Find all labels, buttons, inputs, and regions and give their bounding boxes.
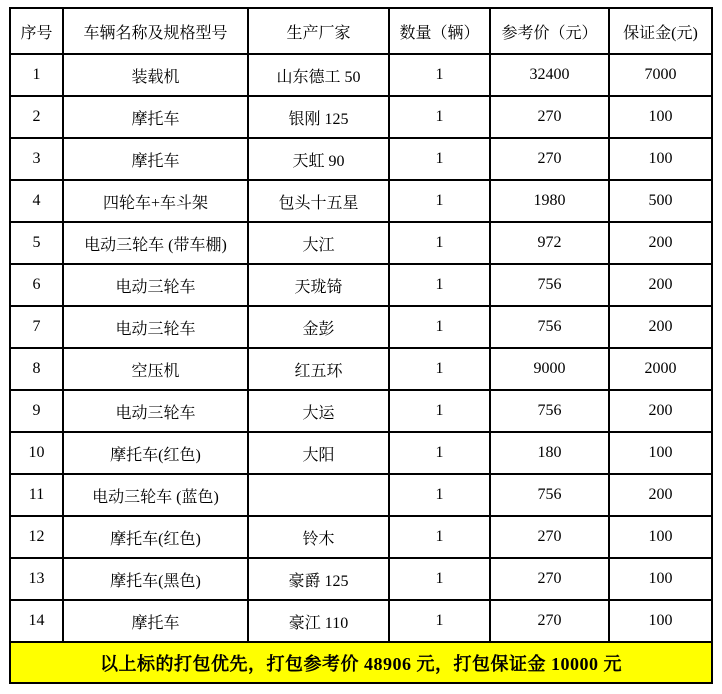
cell-deposit: 100: [609, 558, 712, 600]
cell-manufacturer: 豪爵 125: [248, 558, 389, 600]
cell-index: 10: [10, 432, 63, 474]
header-row: [10, 8, 712, 54]
table-row: [10, 516, 712, 558]
cell-ref-price: 32400: [490, 54, 609, 96]
table-row: [10, 558, 712, 600]
cell-index: 7: [10, 306, 63, 348]
cell-deposit: 7000: [609, 54, 712, 96]
cell-vehicle-name: 电动三轮车: [63, 264, 248, 306]
cell-quantity: 1: [389, 180, 490, 222]
table-row: [10, 264, 712, 306]
cell-quantity: 1: [389, 138, 490, 180]
table-row: [10, 600, 712, 642]
table-row: [10, 180, 712, 222]
cell-manufacturer: 天虹 90: [248, 138, 389, 180]
cell-deposit: 200: [609, 306, 712, 348]
cell-deposit: 200: [609, 474, 712, 516]
cell-vehicle-name: 摩托车: [63, 96, 248, 138]
cell-quantity: 1: [389, 516, 490, 558]
cell-index: 1: [10, 54, 63, 96]
cell-quantity: 1: [389, 390, 490, 432]
cell-quantity: 1: [389, 348, 490, 390]
cell-deposit: 500: [609, 180, 712, 222]
cell-quantity: 1: [389, 54, 490, 96]
table-row: [10, 390, 712, 432]
cell-manufacturer: 大运: [248, 390, 389, 432]
cell-deposit: 100: [609, 432, 712, 474]
cell-index: 3: [10, 138, 63, 180]
cell-quantity: 1: [389, 432, 490, 474]
cell-ref-price: 972: [490, 222, 609, 264]
cell-manufacturer: 天珑锜: [248, 264, 389, 306]
cell-deposit: 200: [609, 264, 712, 306]
cell-manufacturer: 金彭: [248, 306, 389, 348]
table-row: [10, 348, 712, 390]
col-header-deposit: 保证金(元): [609, 8, 712, 54]
table-row: [10, 54, 712, 96]
cell-quantity: 1: [389, 222, 490, 264]
cell-quantity: 1: [389, 558, 490, 600]
cell-deposit: 100: [609, 96, 712, 138]
cell-manufacturer: 红五环: [248, 348, 389, 390]
cell-quantity: 1: [389, 306, 490, 348]
col-header-manufacturer: 生产厂家: [248, 8, 389, 54]
cell-ref-price: 756: [490, 390, 609, 432]
cell-index: 5: [10, 222, 63, 264]
cell-quantity: 1: [389, 600, 490, 642]
cell-index: 6: [10, 264, 63, 306]
cell-ref-price: 270: [490, 96, 609, 138]
table-row: [10, 306, 712, 348]
cell-vehicle-name: 摩托车: [63, 600, 248, 642]
table-row: [10, 222, 712, 264]
cell-vehicle-name: 电动三轮车 (带车棚): [63, 222, 248, 264]
package-note: 以上标的打包优先，打包参考价 48906 元，打包保证金 10000 元: [10, 642, 712, 683]
cell-ref-price: 756: [490, 264, 609, 306]
cell-index: 2: [10, 96, 63, 138]
cell-ref-price: 9000: [490, 348, 609, 390]
cell-manufacturer: 铃木: [248, 516, 389, 558]
cell-manufacturer: 山东德工 50: [248, 54, 389, 96]
cell-ref-price: 270: [490, 138, 609, 180]
cell-index: 4: [10, 180, 63, 222]
table-row: [10, 138, 712, 180]
table-row: [10, 96, 712, 138]
cell-index: 13: [10, 558, 63, 600]
cell-vehicle-name: 摩托车: [63, 138, 248, 180]
cell-vehicle-name: 四轮车+车斗架: [63, 180, 248, 222]
col-header-ref-price: 参考价（元）: [490, 8, 609, 54]
cell-manufacturer: [248, 474, 389, 516]
cell-vehicle-name: 摩托车(黑色): [63, 558, 248, 600]
cell-deposit: 100: [609, 600, 712, 642]
cell-deposit: 100: [609, 516, 712, 558]
package-note-row: [10, 642, 712, 683]
cell-deposit: 2000: [609, 348, 712, 390]
cell-index: 12: [10, 516, 63, 558]
col-header-vehicle-name: 车辆名称及规格型号: [63, 8, 248, 54]
cell-index: 8: [10, 348, 63, 390]
cell-vehicle-name: 电动三轮车: [63, 306, 248, 348]
col-header-index: 序号: [10, 8, 63, 54]
cell-deposit: 200: [609, 222, 712, 264]
cell-index: 11: [10, 474, 63, 516]
cell-vehicle-name: 电动三轮车 (蓝色): [63, 474, 248, 516]
cell-vehicle-name: 装载机: [63, 54, 248, 96]
cell-vehicle-name: 摩托车(红色): [63, 432, 248, 474]
cell-ref-price: 1980: [490, 180, 609, 222]
cell-manufacturer: 大江: [248, 222, 389, 264]
cell-ref-price: 270: [490, 558, 609, 600]
cell-manufacturer: 银刚 125: [248, 96, 389, 138]
cell-deposit: 100: [609, 138, 712, 180]
table-row: [10, 474, 712, 516]
cell-deposit: 200: [609, 390, 712, 432]
cell-ref-price: 756: [490, 306, 609, 348]
cell-index: 9: [10, 390, 63, 432]
cell-vehicle-name: 电动三轮车: [63, 390, 248, 432]
vehicle-auction-table: [9, 7, 713, 684]
cell-quantity: 1: [389, 264, 490, 306]
cell-ref-price: 270: [490, 516, 609, 558]
cell-manufacturer: 大阳: [248, 432, 389, 474]
cell-ref-price: 756: [490, 474, 609, 516]
cell-quantity: 1: [389, 96, 490, 138]
col-header-quantity: 数量（辆）: [389, 8, 490, 54]
cell-manufacturer: 包头十五星: [248, 180, 389, 222]
cell-vehicle-name: 空压机: [63, 348, 248, 390]
cell-index: 14: [10, 600, 63, 642]
cell-ref-price: 270: [490, 600, 609, 642]
cell-ref-price: 180: [490, 432, 609, 474]
table-row: [10, 432, 712, 474]
cell-quantity: 1: [389, 474, 490, 516]
cell-vehicle-name: 摩托车(红色): [63, 516, 248, 558]
cell-manufacturer: 豪江 110: [248, 600, 389, 642]
